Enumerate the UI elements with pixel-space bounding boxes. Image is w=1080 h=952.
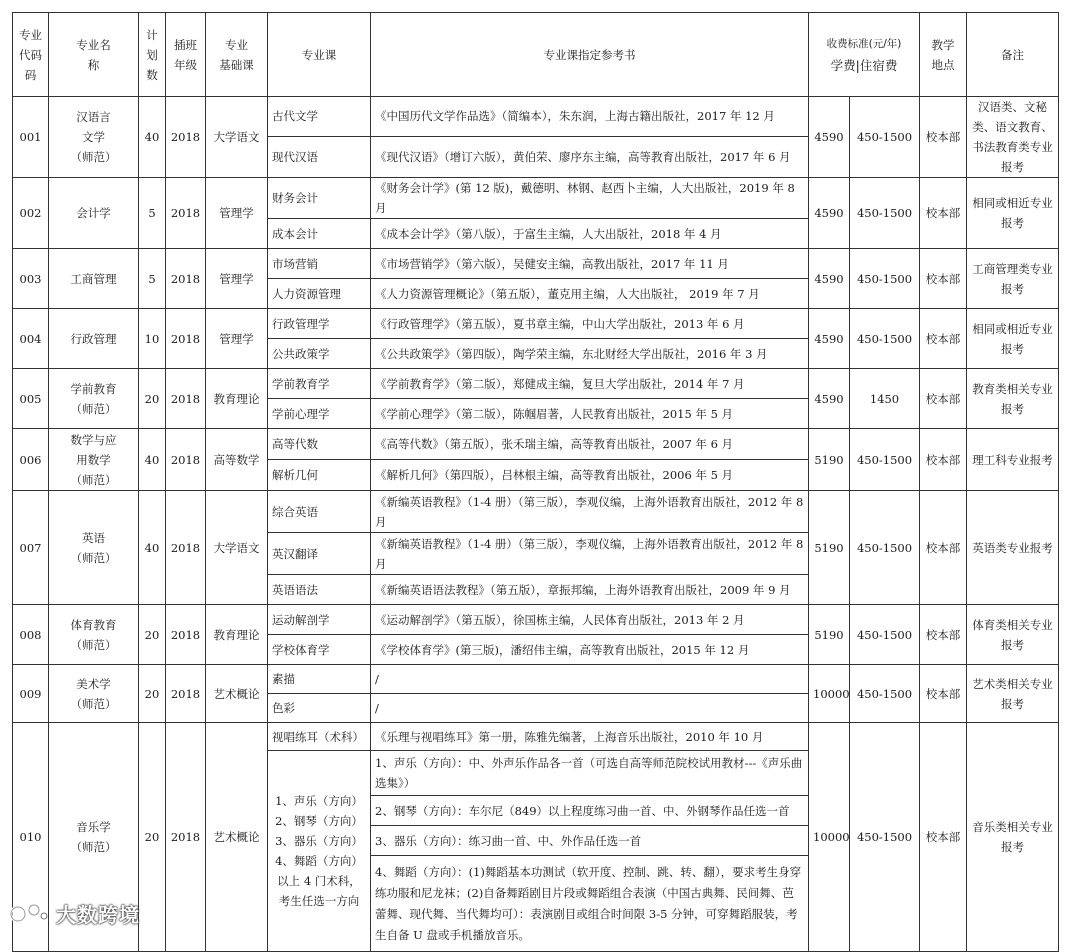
course-reference: 《高等代数》（第五版），张禾瑞主编，高等教育出版社，2007 年 6 月 xyxy=(371,429,809,460)
location: 校本部 xyxy=(920,605,967,665)
course-reference: 《乐理与视唱练耳》第一册，陈雅先编著，上海音乐出版社，2010 年 10 月 xyxy=(371,723,809,751)
major-code: 004 xyxy=(13,309,49,369)
basic-course: 艺术概论 xyxy=(206,665,268,723)
course-reference: / xyxy=(371,694,809,723)
dorm-fee: 450-1500 xyxy=(850,178,920,249)
note: 理工科专业报考 xyxy=(967,429,1059,491)
table-row xyxy=(13,309,1059,339)
major-name: 音乐学 （师范） xyxy=(49,723,139,952)
basic-course: 教育理论 xyxy=(206,605,268,665)
course-name: 运动解剖学 xyxy=(268,605,371,635)
admissions-table xyxy=(12,12,1059,952)
basic-course: 大学语文 xyxy=(206,491,268,605)
tuition: 5190 xyxy=(809,429,850,491)
grade: 2018 xyxy=(166,249,206,309)
plan-count: 40 xyxy=(139,97,166,178)
header-basic-course: 专业 基础课 xyxy=(206,13,268,97)
header-dorm: 住宿费 xyxy=(859,57,898,73)
course-reference: 《财务会计学》(第 12 版)，戴德明、林钢、赵西卜主编，人大出版社，2019 年 8 月 xyxy=(371,178,809,219)
location: 校本部 xyxy=(920,178,967,249)
course-name: 人力资源管理 xyxy=(268,279,371,309)
major-code: 010 xyxy=(13,723,49,952)
note: 汉语类、文秘类、语文教育、书法教育类专业报考 xyxy=(967,97,1059,178)
tuition: 4590 xyxy=(809,97,850,178)
course-reference: 3、器乐（方向）：练习曲一首、中、外作品任选一首 xyxy=(371,826,809,856)
course-name: 学前教育学 xyxy=(268,369,371,399)
dorm-fee: 450-1500 xyxy=(850,97,920,178)
course-name: 公共政策学 xyxy=(268,339,371,369)
course-name: 市场营销 xyxy=(268,249,371,279)
major-code: 007 xyxy=(13,491,49,605)
course-name: 高等代数 xyxy=(268,429,371,460)
course-name: 行政管理学 xyxy=(268,309,371,339)
major-name: 行政管理 xyxy=(49,309,139,369)
course-name: 素描 xyxy=(268,665,371,694)
table-row xyxy=(13,97,1059,137)
dorm-fee: 450-1500 xyxy=(850,605,920,665)
major-name: 汉语言 文学 （师范） xyxy=(49,97,139,178)
plan-count: 10 xyxy=(139,309,166,369)
direction-course: 1、声乐（方向） 2、钢琴（方向） 3、器乐（方向） 4、舞蹈（方向） 以上 4 门术科， 考生任选一方向 xyxy=(268,751,371,952)
course-reference: 2、钢琴（方向）：车尔尼（849）以上程度练习曲一首、中、外钢琴作品任选一首 xyxy=(371,796,809,826)
major-name: 体育教育 （师范） xyxy=(49,605,139,665)
plan-count: 40 xyxy=(139,429,166,491)
course-reference: 《人力资源管理概论》（第五版），董克用主编，人大出版社， 2019 年 7 月 xyxy=(371,279,809,309)
dorm-fee: 450-1500 xyxy=(850,309,920,369)
dorm-fee: 450-1500 xyxy=(850,491,920,605)
course-name: 色彩 xyxy=(268,694,371,723)
grade: 2018 xyxy=(166,491,206,605)
header-fee-title: 收费标准(元/年) xyxy=(826,37,902,50)
watermark-logo-icon xyxy=(8,901,52,925)
course-name: 学校体育学 xyxy=(268,635,371,665)
table-row xyxy=(13,491,1059,533)
location: 校本部 xyxy=(920,309,967,369)
header-note: 备注 xyxy=(967,13,1059,97)
header-plan: 计 划 数 xyxy=(139,13,166,97)
course-name: 英汉翻译 xyxy=(268,533,371,575)
header-location: 教学 地点 xyxy=(920,13,967,97)
dorm-fee: 450-1500 xyxy=(850,429,920,491)
header-tuition: 学费 xyxy=(830,57,856,73)
course-name: 财务会计 xyxy=(268,178,371,219)
plan-count: 40 xyxy=(139,491,166,605)
plan-count: 20 xyxy=(139,723,166,952)
plan-count: 5 xyxy=(139,178,166,249)
grade: 2018 xyxy=(166,97,206,178)
tuition: 4590 xyxy=(809,309,850,369)
note: 教育类相关专业报考 xyxy=(967,369,1059,429)
major-name: 英语 （师范） xyxy=(49,491,139,605)
major-name: 美术学 （师范） xyxy=(49,665,139,723)
course-name: 综合英语 xyxy=(268,491,371,533)
basic-course: 艺术概论 xyxy=(206,723,268,952)
course-name: 解析几何 xyxy=(268,460,371,491)
grade: 2018 xyxy=(166,665,206,723)
tuition: 4590 xyxy=(809,178,850,249)
location: 校本部 xyxy=(920,665,967,723)
note: 工商管理类专业报考 xyxy=(967,249,1059,309)
plan-count: 5 xyxy=(139,249,166,309)
dorm-fee: 1450 xyxy=(850,369,920,429)
header-code: 专业 代码 码 xyxy=(13,13,49,97)
grade: 2018 xyxy=(166,605,206,665)
basic-course: 管理学 xyxy=(206,178,268,249)
course-name: 成本会计 xyxy=(268,219,371,249)
plan-count: 20 xyxy=(139,369,166,429)
table-row xyxy=(13,605,1059,635)
major-name: 学前教育 （师范） xyxy=(49,369,139,429)
major-name: 工商管理 xyxy=(49,249,139,309)
header-fee-sub: 学费|住宿费 xyxy=(830,57,898,73)
watermark xyxy=(8,898,140,928)
major-code: 008 xyxy=(13,605,49,665)
header-grade: 插班 年级 xyxy=(166,13,206,97)
note: 艺术类相关专业报考 xyxy=(967,665,1059,723)
course-reference: 《新编英语语法教程》（第五版），章振邦编，上海外语教育出版社，2009 年 9 月 xyxy=(371,575,809,605)
major-code: 001 xyxy=(13,97,49,178)
major-code: 006 xyxy=(13,429,49,491)
course-reference: 《运动解剖学》（第五版），徐国栋主编，人民体育出版社，2013 年 2 月 xyxy=(371,605,809,635)
watermark-text: 大数跨境 xyxy=(56,902,140,927)
course-reference: 《成本会计学》（第八版），于富生主编，人大出版社，2018 年 4 月 xyxy=(371,219,809,249)
table-row xyxy=(13,369,1059,399)
header-fees xyxy=(809,13,920,97)
dorm-fee: 450-1500 xyxy=(850,723,920,952)
course-name: 视唱练耳（术科） xyxy=(268,723,371,751)
table-row xyxy=(13,723,1059,751)
grade: 2018 xyxy=(166,723,206,952)
course-reference: / xyxy=(371,665,809,694)
course-reference: 《公共政策学》（第四版），陶学荣主编，东北财经大学出版社，2016 年 3 月 xyxy=(371,339,809,369)
course-name: 古代文学 xyxy=(268,97,371,137)
location: 校本部 xyxy=(920,429,967,491)
major-name: 会计学 xyxy=(49,178,139,249)
course-reference: 4、舞蹈（方向）：(1)舞蹈基本功测试（软开度、控制、跳、转、翻），要求考生身穿练功服和尼龙袜；(2)自备舞蹈剧目片段或舞蹈组合表演（中国古典舞、民间舞、芭蕾舞、现代舞、当代舞均可）：表演剧目或组合时间限 3-5 分钟，可穿舞蹈服装，考生自备 U 盘或手机播放音乐。 xyxy=(371,856,809,952)
grade: 2018 xyxy=(166,178,206,249)
course-reference: 《解析几何》（第四版），吕林根主编，高等教育出版社，2006 年 5 月 xyxy=(371,460,809,491)
header-reference-books: 专业课指定参考书 xyxy=(371,13,809,97)
tuition: 5190 xyxy=(809,605,850,665)
course-reference: 《学前心理学》（第二版），陈帼眉著，人民教育出版社，2015 年 5 月 xyxy=(371,399,809,429)
header-row xyxy=(13,13,1059,97)
dorm-fee: 450-1500 xyxy=(850,249,920,309)
note: 英语类专业报考 xyxy=(967,491,1059,605)
course-reference: 《行政管理学》（第五版），夏书章主编，中山大学出版社，2013 年 6 月 xyxy=(371,309,809,339)
table-row xyxy=(13,665,1059,694)
location: 校本部 xyxy=(920,723,967,952)
course-name: 英语语法 xyxy=(268,575,371,605)
tuition: 4590 xyxy=(809,249,850,309)
course-reference: 《市场营销学》（第六版），吴健安主编，高教出版社，2017 年 11 月 xyxy=(371,249,809,279)
table-row xyxy=(13,178,1059,219)
basic-course: 教育理论 xyxy=(206,369,268,429)
basic-course: 大学语文 xyxy=(206,97,268,178)
major-code: 009 xyxy=(13,665,49,723)
basic-course: 高等数学 xyxy=(206,429,268,491)
location: 校本部 xyxy=(920,97,967,178)
plan-count: 20 xyxy=(139,665,166,723)
grade: 2018 xyxy=(166,429,206,491)
tuition: 5190 xyxy=(809,491,850,605)
location: 校本部 xyxy=(920,369,967,429)
table-row xyxy=(13,429,1059,460)
major-code: 003 xyxy=(13,249,49,309)
dorm-fee: 450-1500 xyxy=(850,665,920,723)
header-major: 专业名 称 xyxy=(49,13,139,97)
course-name: 学前心理学 xyxy=(268,399,371,429)
location: 校本部 xyxy=(920,491,967,605)
grade: 2018 xyxy=(166,369,206,429)
major-code: 005 xyxy=(13,369,49,429)
location: 校本部 xyxy=(920,249,967,309)
plan-count: 20 xyxy=(139,605,166,665)
course-reference: 《中国历代文学作品选》（简编本），朱东润，上海古籍出版社，2017 年 12 月 xyxy=(371,97,809,137)
note: 音乐类相关专业报考 xyxy=(967,723,1059,952)
note: 相同或相近专业报考 xyxy=(967,309,1059,369)
basic-course: 管理学 xyxy=(206,309,268,369)
major-code: 002 xyxy=(13,178,49,249)
tuition: 10000 xyxy=(809,723,850,952)
major-name: 数学与应 用数学 （师范） xyxy=(49,429,139,491)
course-name: 现代汉语 xyxy=(268,136,371,177)
grade: 2018 xyxy=(166,309,206,369)
tuition: 4590 xyxy=(809,369,850,429)
course-reference: 《学校体育学》(第三版)，潘绍伟主编，高等教育出版社，2015 年 12 月 xyxy=(371,635,809,665)
course-reference: 1、声乐（方向）：中、外声乐作品各一首（可选自高等师范院校试用教材---《声乐曲选集》） xyxy=(371,751,809,796)
tuition: 10000 xyxy=(809,665,850,723)
header-courses: 专业课 xyxy=(268,13,371,97)
basic-course: 管理学 xyxy=(206,249,268,309)
course-reference: 《现代汉语》（增订六版），黄伯荣、廖序东主编，高等教育出版社，2017 年 6 月 xyxy=(371,136,809,177)
course-reference: 《新编英语教程》（1-4 册）（第三版），李观仪编，上海外语教育出版社，2012 年 8 月 xyxy=(371,491,809,533)
note: 体育类相关专业报考 xyxy=(967,605,1059,665)
course-reference: 《学前教育学》（第二版），郑健成主编，复旦大学出版社，2014 年 7 月 xyxy=(371,369,809,399)
course-reference: 《新编英语教程》（1-4 册）（第三版），李观仪编，上海外语教育出版社，2012 年 8 月 xyxy=(371,533,809,575)
note: 相同或相近专业报考 xyxy=(967,178,1059,249)
table-row xyxy=(13,249,1059,279)
